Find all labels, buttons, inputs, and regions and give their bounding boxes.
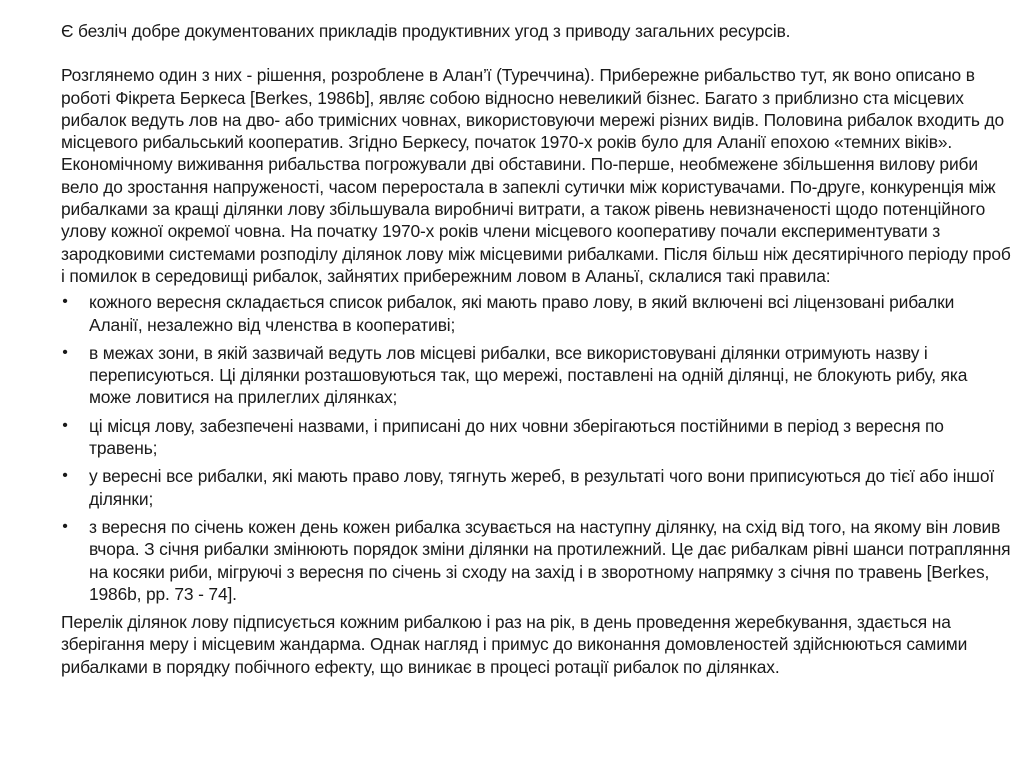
main-paragraph: Розглянемо один з них - рішення, розроблене в Алан’ї (Туреччина). Прибережне рибальство тут, як воно описано в роботі Фікрета Беркеса [Berkes, 1986b], являє собою відносно невеликий бізнес. Багато з приблизно ста місцевих рибалок ведуть лов на дво- або тримісних човнах, використовуючи мережі різних видів. Половина рибалок входить до місцевого рибальський кооператив. Згідно Беркесу, початок 1970-х років було для Аланії епохою «темних віків». Економічному виживання рибальства погрожували дві обставини. По-перше, необмежене збільшення вилову риби вело до зростання напруженості, часом переростала в запеклі сутички між користувачами. По-друге, конкуренція між рибалками за кращі ділянки лову збільшувала виробничі витрати, а також рівень невизначеності щодо потенційного улову кожної окремої човна. На початку 1970-х років члени місцевого кооперативу почали експериментувати з зародковими системами розподілу ділянок лову між місцевими рибалками. Після більш ніж десятирічного періоду проб і помилок в середовищі рибалок, зайнятих прибережним ловом в Аланьї, склалися такі правила:	[61, 65, 1011, 286]
rule-text: у вересні все рибалки, які мають право лову, тягнуть жереб, в результаті чого вони приписуються до тієї або іншої ділянки;	[89, 466, 995, 509]
rule-text: ці місця лову, забезпечені назвами, і приписані до них човни зберігаються постійними в період з вересня по травень;	[89, 415, 944, 459]
rules-list	[61, 291, 1011, 605]
intro-paragraph: Є безліч добре документованих прикладів продуктивних угод з приводу загальних ресурсів.	[61, 21, 791, 41]
bullet-icon: •	[62, 467, 68, 485]
list-item	[61, 291, 1011, 336]
list-item	[61, 516, 1011, 605]
bullet-icon: •	[62, 416, 68, 434]
slide-content	[61, 20, 1011, 678]
rule-text: кожного вересня складається список рибалок, які мають право лову, в який включені всі ліцензовані рибалки Аланії, незалежно від членства в кооперативі;	[89, 292, 955, 335]
bullet-icon: •	[62, 517, 68, 535]
list-item	[61, 465, 1011, 510]
bullet-icon: •	[62, 293, 68, 311]
closing-paragraph: Перелік ділянок лову підписується кожним рибалкою і раз на рік, в день проведення жеребкування, здається на зберігання меру і місцевим жандарма. Однак нагляд і примус до виконання домовленостей здійснюються самими рибалками в порядку побічного ефекту, що виникає в процесі ротації рибалок по ділянках.	[61, 612, 968, 677]
bullet-icon: •	[62, 343, 68, 361]
list-item	[61, 415, 1011, 460]
list-item	[61, 342, 1011, 409]
rule-text: з вересня по січень кожен день кожен рибалка зсувається на наступну ділянку, на схід від того, на якому він ловив вчора. З січня рибалки змінюють порядок зміни ділянки на протилежний. Це дає рибалкам рівні шанси потрапляння на косяки риби, мігруючі з вересня по січень зі сходу на захід і в зворотному напрямку з січня по травень [Berkes, 1986b, pp. 73 - 74].	[89, 516, 1011, 604]
rule-text: в межах зони, в якій зазвичай ведуть лов місцеві рибалки, все використовувані ділянки отримують назву і переписуються. Ці ділянки розташовуються так, що мережі, поставлені на одній ділянці, не блокують рибу, яка може ловитися на прилеглих ділянках;	[89, 342, 968, 408]
